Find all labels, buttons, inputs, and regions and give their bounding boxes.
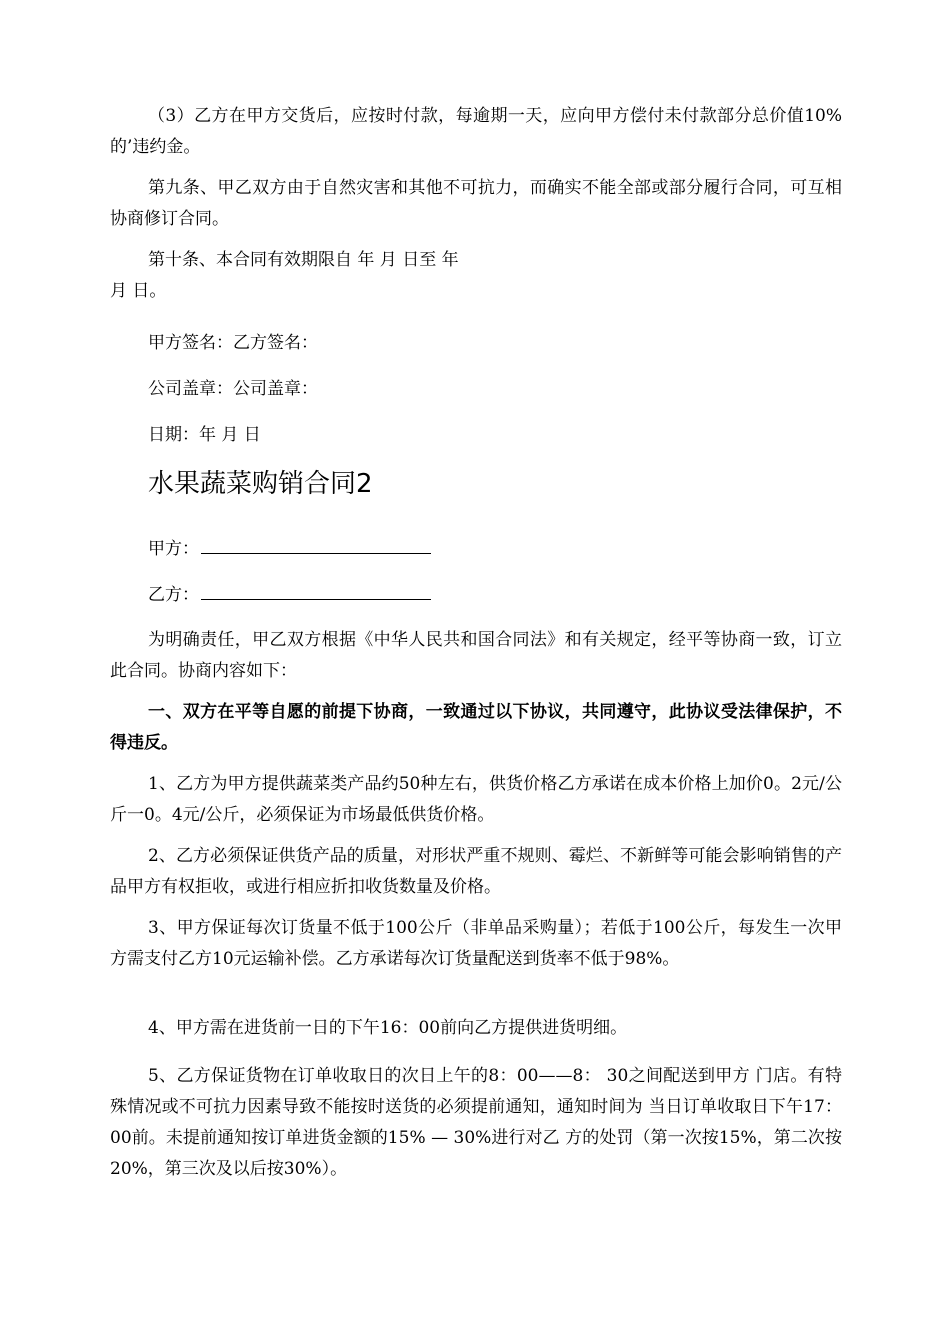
section-1-heading: 一、双方在平等自愿的前提下协商，一致通过以下协议，共同遵守，此协议受法律保护，不得违反。 bbox=[110, 702, 842, 753]
item-5: 5、乙方保证货物在订单收取日的次日上午的8：00——8： 30之间配送到甲方 门店。有特殊情况或不可抗力因素导致不能按时送货的必须提前通知，通知时间为 当日订单收取日下午17：00前。未提前通知按订单进货金额的15% — 30%进行对乙 方的处罚（第一次按15%，第二次按20%，第三次及以后按30%）。 bbox=[110, 1066, 842, 1179]
item-1: 1、乙方为甲方提供蔬菜类产品约50种左右，供货价格乙方承诺在成本价格上加价0。2元/公斤一0。4元/公斤，必须保证为市场最低供货价格。 bbox=[110, 774, 842, 825]
party-b-field bbox=[148, 579, 431, 611]
party-a-label: 甲方： bbox=[148, 539, 199, 559]
item-3: 3、甲方保证每次订货量不低于100公斤（非单品采购量）；若低于100公斤，每发生一次甲方需支付乙方10元运输补偿。乙方承诺每次订货量配送到货率不低于98%。 bbox=[110, 918, 842, 969]
contract-title: 水果蔬菜购销合同2 bbox=[148, 469, 373, 499]
party-a-blank bbox=[201, 533, 431, 554]
item-2: 2、乙方必须保证供货产品的质量，对形状严重不规则、霉烂、不新鲜等可能会影响销售的产品甲方有权拒收，或进行相应折扣收货数量及价格。 bbox=[110, 846, 842, 897]
intro-paragraph: 为明确责任，甲乙双方根据《中华人民共和国合同法》和有关规定，经平等协商一致，订立此合同。协商内容如下： bbox=[110, 630, 842, 681]
party-b-label: 乙方： bbox=[148, 585, 199, 605]
late-payment-clause: （3）乙方在甲方交货后，应按时付款，每逾期一天，应向甲方偿付未付款部分总价值10%的’违约金。 bbox=[110, 106, 842, 157]
article-10-line-1: 第十条、本合同有效期限自 年 月 日至 年 bbox=[148, 250, 459, 270]
date-line: 日期：年 月 日 bbox=[148, 425, 261, 445]
signature-line: 甲方签名：乙方签名： bbox=[148, 333, 318, 353]
article-10-line-2: 月 日。 bbox=[110, 281, 167, 301]
party-a-field bbox=[148, 533, 431, 565]
article-9: 第九条、甲乙双方由于自然灾害和其他不可抗力，而确实不能全部或部分履行合同，可互相协商修订合同。 bbox=[110, 178, 842, 229]
party-b-blank bbox=[201, 579, 431, 600]
item-4: 4、甲方需在进货前一日的下午16：00前向乙方提供进货明细。 bbox=[148, 1018, 628, 1038]
company-seal-line: 公司盖章：公司盖章： bbox=[148, 379, 318, 399]
